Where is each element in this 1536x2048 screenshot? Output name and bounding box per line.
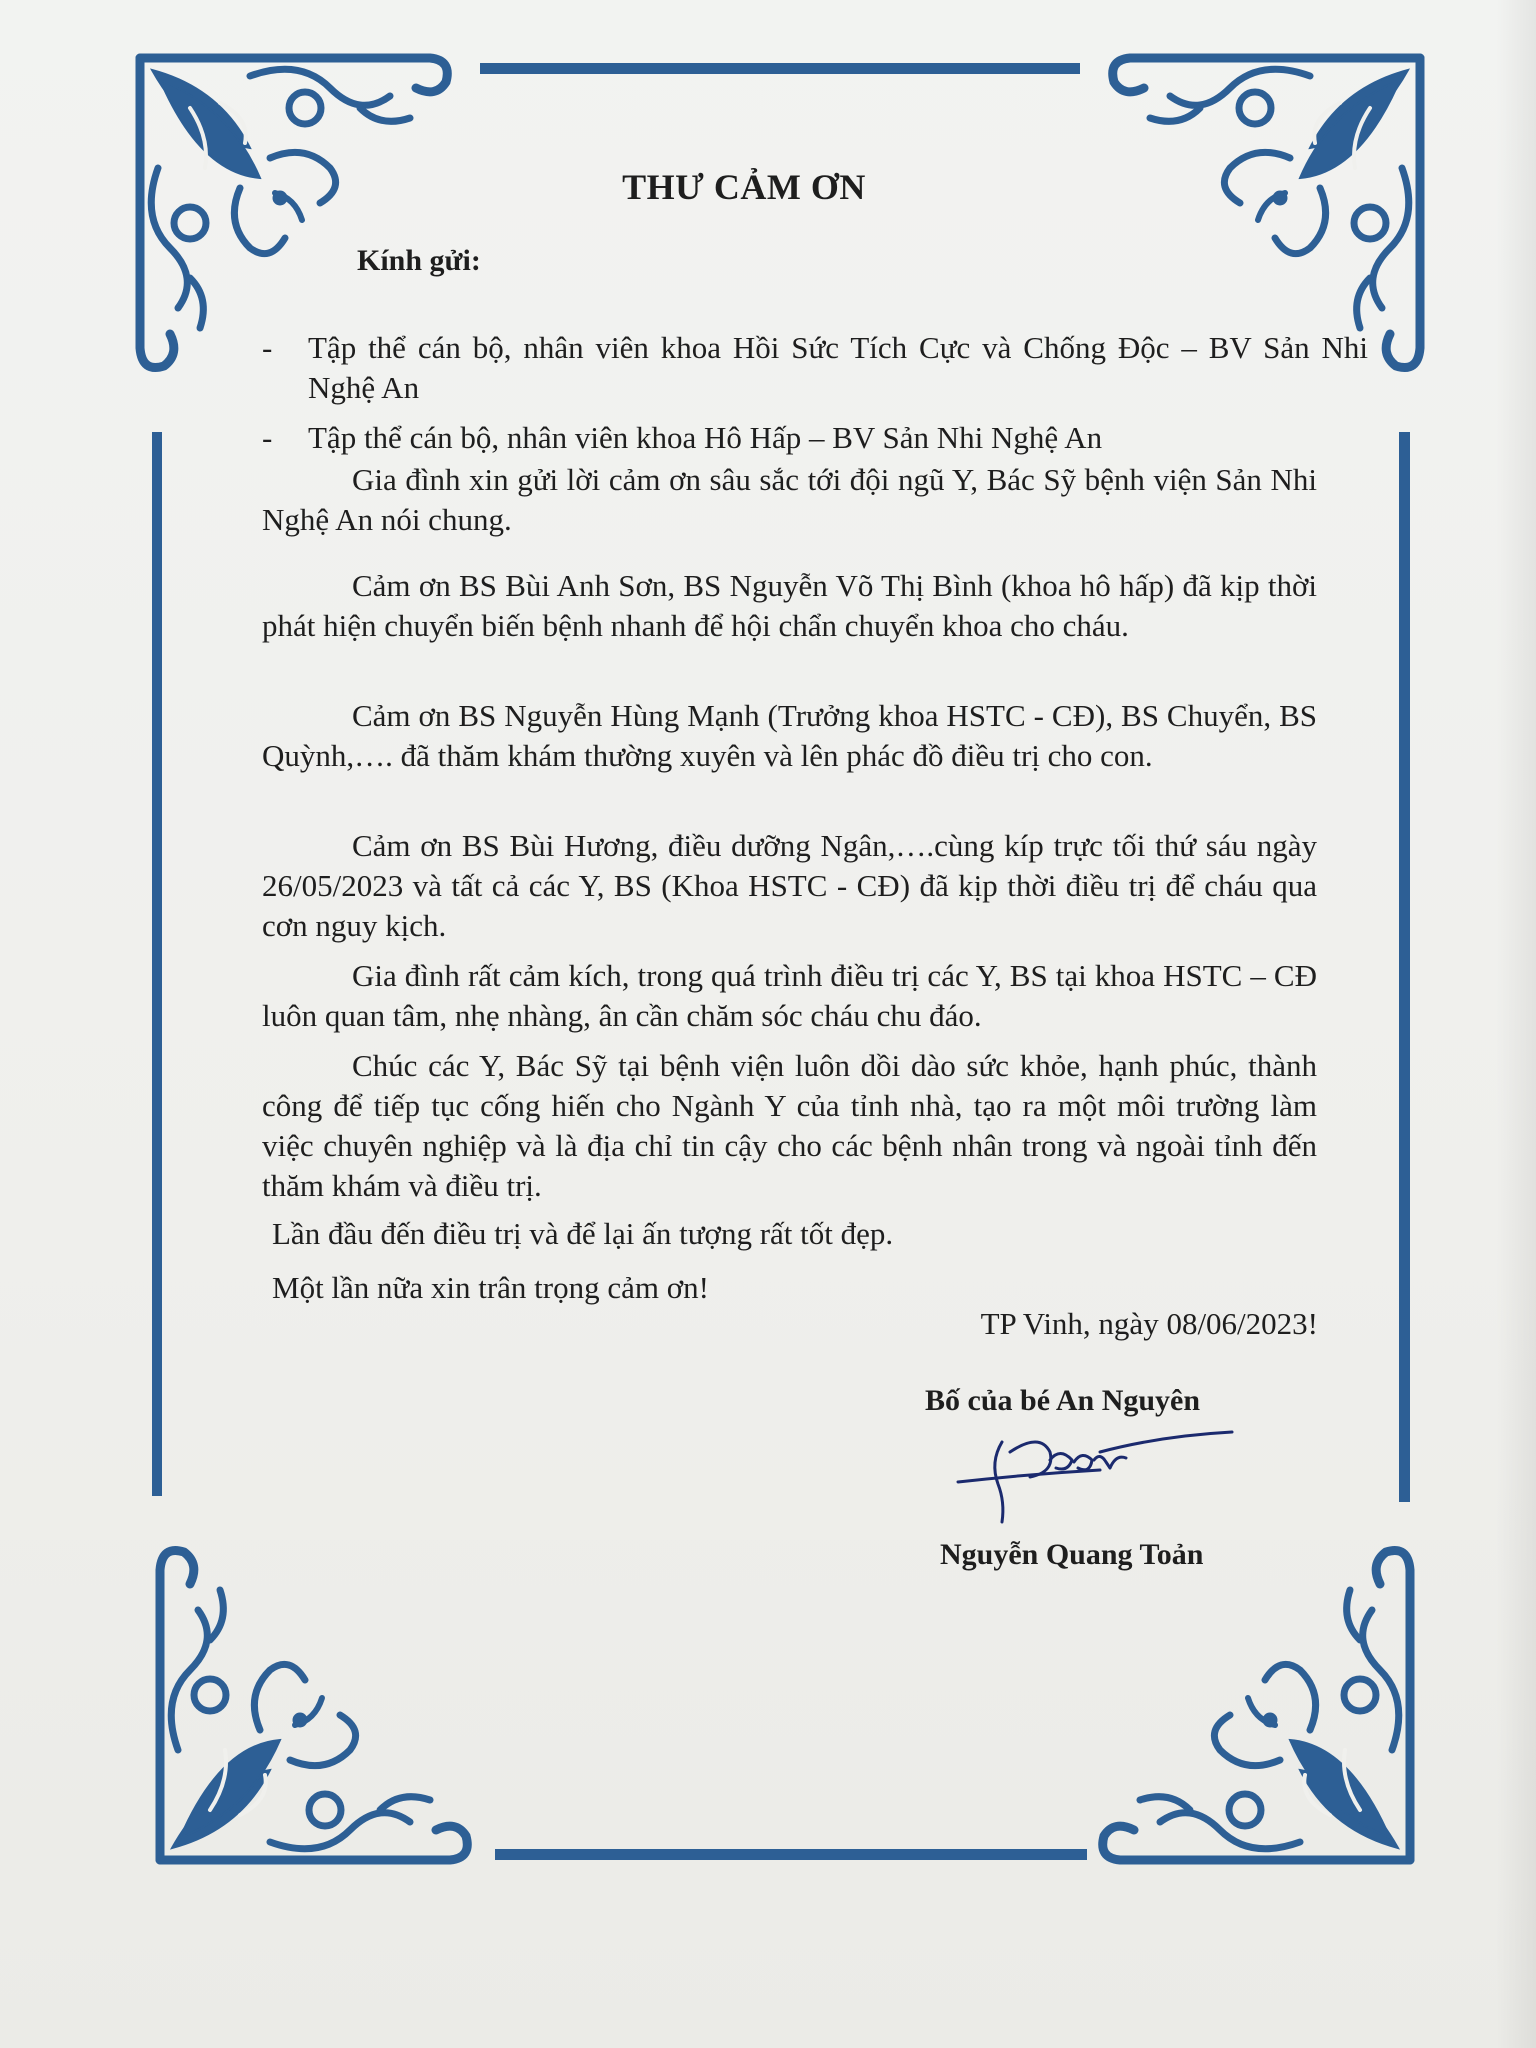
signer-name: Nguyễn Quang Toản [940,1538,1204,1571]
recipient-item [262,328,1368,408]
letter-paragraph: Cảm ơn BS Bùi Anh Sơn, BS Nguyễn Võ Thị Bình (khoa hô hấp) đã kịp thời phát hiện chuyển biến bệnh nhanh để hội chẩn chuyển khoa cho cháu. [262,568,1317,643]
letter-paragraph: Gia đình xin gửi lời cảm ơn sâu sắc tới đội ngũ Y, Bác Sỹ bệnh viện Sản Nhi Nghệ An nói chung. [262,462,1317,537]
recipient-text: Tập thể cán bộ, nhân viên khoa Hô Hấp – BV Sản Nhi Nghệ An [308,420,1103,455]
handwritten-signature [950,1422,1240,1532]
closing-line: Lần đầu đến điều trị và để lại ấn tượng rất tốt đẹp. [272,1216,894,1251]
letter-paragraph: Chúc các Y, Bác Sỹ tại bệnh viện luôn dồi dào sức khỏe, hạnh phúc, thành công để tiếp tục cống hiến cho Ngành Y của tỉnh nhà, tạo ra một môi trường làm việc chuyên nghiệp và là địa chỉ tin cậy cho các bệnh nhân trong và ngoài tỉnh đến thăm khám và điều trị. [262,1048,1317,1203]
signer-title: Bố của bé An Nguyên [925,1384,1201,1417]
letter-title: THƯ CẢM ƠN [622,167,866,207]
closing-line: Một lần nữa xin trân trọng cảm ơn! [272,1270,709,1305]
letter-paragraph: Cảm ơn BS Bùi Hương, điều dưỡng Ngân,….cùng kíp trực tối thứ sáu ngày 26/05/2023 và tất cả các Y, BS (Khoa HSTC - CĐ) đã kịp thời điều trị để cháu qua cơn nguy kịch. [262,828,1317,943]
letter-paragraph: Cảm ơn BS Nguyễn Hùng Mạnh (Trưởng khoa HSTC - CĐ), BS Chuyển, BS Quỳnh,…. đã thăm khám thường xuyên và lên phác đồ điều trị cho con. [262,698,1317,773]
list-dash: - [262,420,273,455]
greeting: Kính gửi: [357,244,481,277]
list-dash: - [262,330,273,365]
recipient-text: Tập thể cán bộ, nhân viên khoa Hồi Sức Tích Cực và Chống Độc – BV Sản Nhi Nghệ An [308,330,1368,405]
recipient-item [262,418,1322,458]
place-date: TP Vinh, ngày 08/06/2023! [980,1306,1318,1341]
letter-paragraph: Gia đình rất cảm kích, trong quá trình điều trị các Y, BS tại khoa HSTC – CĐ luôn quan tâm, nhẹ nhàng, ân cần chăm sóc cháu chu đáo. [262,958,1317,1033]
